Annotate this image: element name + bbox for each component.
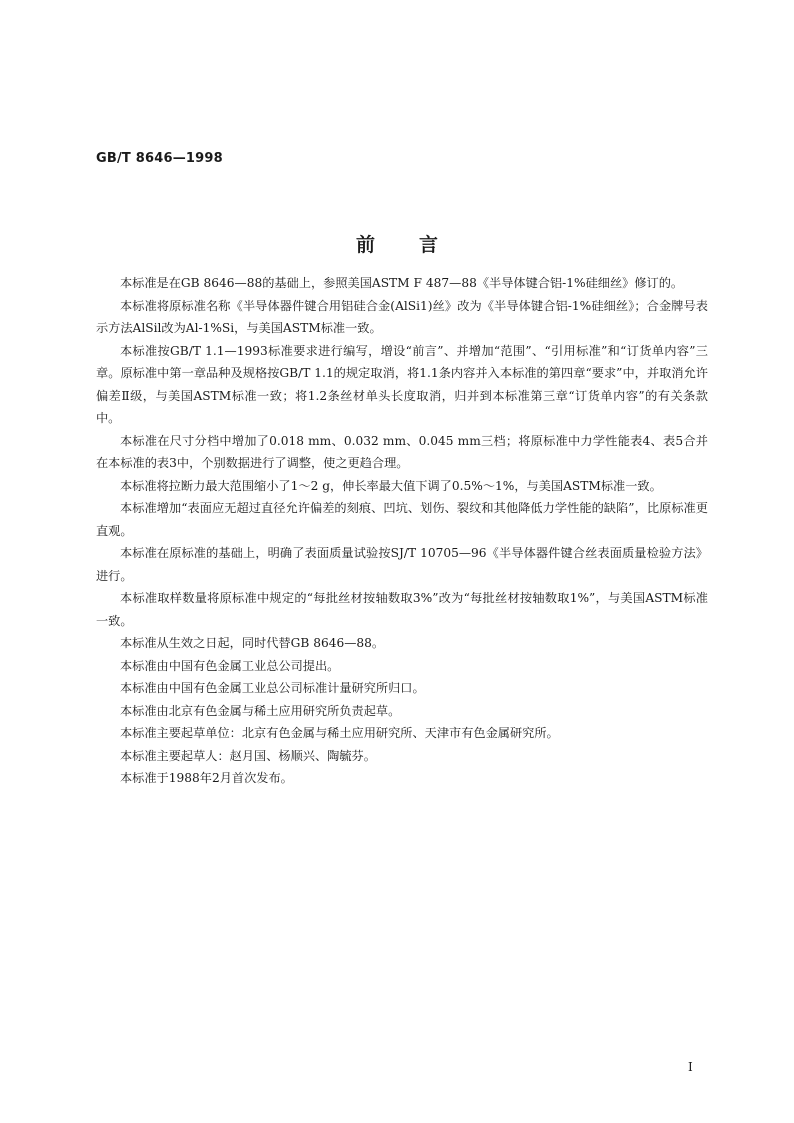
- standard-number: GB/T 8646—1998: [96, 151, 223, 166]
- page-number: I: [688, 1060, 693, 1074]
- paragraph: 本标准按GB/T 1.1—1993标准要求进行编写，增设“前言”、并增加“范围”、“引用标准”和“订货单内容”三章。原标准中第一章品种及规格按GB/T 1.1的规定取消，将1.1条内容并入本标准的第四章“要求”中，并取消允许偏差Ⅱ级，与美国ASTM标准一致；将1.2条丝材单头长度取消，归并到本标准第三章“订货单内容”的有关条款中。: [96, 343, 708, 425]
- paragraph: 本标准将原标准名称《半导体器件键合用铝硅合金(AlSi1)丝》改为《半导体键合铝-1%硅细丝》；合金牌号表示方法AlSil改为Al-1%Si，与美国ASTM标准一致。: [96, 298, 708, 335]
- document-body: [96, 272, 708, 790]
- section-title: 前言: [355, 234, 482, 256]
- paragraph: 本标准主要起草人：赵月国、杨顺兴、陶毓芬。: [120, 748, 376, 763]
- paragraph: 本标准于1988年2月首次发布。: [120, 771, 293, 785]
- paragraph: 本标准主要起草单位：北京有色金属与稀土应用研究所、天津市有色金属研究所。: [120, 726, 559, 740]
- paragraph: 本标准由中国有色金属工业总公司标准计量研究所归口。: [120, 681, 425, 695]
- paragraph: 本标准在尺寸分档中增加了0.018 mm、0.032 mm、0.045 mm三档；将原标准中力学性能表4、表5合并在本标准的表3中，个别数据进行了调整，使之更趋合理。: [96, 433, 708, 470]
- paragraph: 本标准从生效之日起，同时代替GB 8646—88。: [120, 636, 385, 650]
- paragraph: 本标准增加“表面应无超过直径允许偏差的刻痕、凹坑、划伤、裂纹和其他降低力学性能的缺陷”，比原标准更直观。: [96, 501, 708, 538]
- paragraph: 本标准是在GB 8646—88的基础上，参照美国ASTM F 487—88《半导体键合铝-1%硅细丝》修订的。: [120, 276, 684, 290]
- paragraph: 本标准在原标准的基础上，明确了表面质量试验按SJ/T 10705—96《半导体器件键合丝表面质量检验方法》进行。: [96, 546, 708, 583]
- paragraph: 本标准将拉断力最大范围缩小了1～2 g，伸长率最大值下调了0.5%～1%，与美国ASTM标准一致。: [120, 478, 662, 493]
- paragraph: 本标准由北京有色金属与稀土应用研究所负责起草。: [120, 703, 401, 718]
- paragraph: 本标准取样数量将原标准中规定的“每批丝材按轴数取3%”改为“每批丝材按轴数取1%”，与美国ASTM标准一致。: [96, 591, 708, 628]
- paragraph: 本标准由中国有色金属工业总公司提出。: [120, 658, 340, 673]
